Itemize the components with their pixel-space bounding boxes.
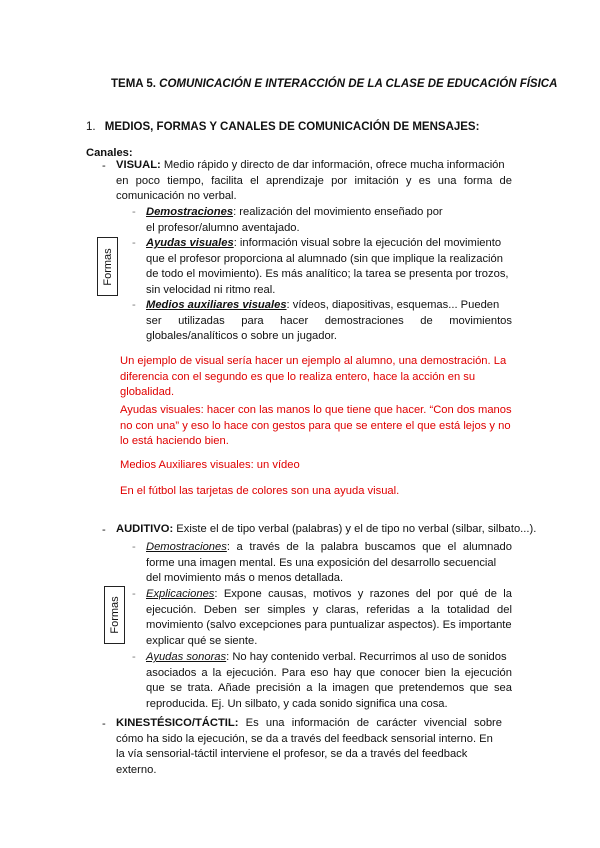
auditivo-item-demostraciones bbox=[146, 540, 512, 587]
note-line: Un ejemplo de visual sería hacer un ejemplo al alumno, una demostración. La bbox=[120, 355, 507, 367]
auditivo-item-text: reproducida. Ej. Un silbato, y cada sonido significa una cosa. bbox=[146, 697, 448, 710]
visual-dash: - bbox=[102, 160, 106, 172]
section-label: MEDIOS, FORMAS Y CANALES DE COMUNICACIÓN DE MENSAJES: bbox=[104, 121, 480, 133]
canales-label: Canales: bbox=[86, 147, 133, 159]
auditivo-item-text: que se trata. Añade precisión a la imagen que pretendemos que sea bbox=[146, 682, 512, 695]
visual-line: comunicación no verbal. bbox=[116, 190, 237, 203]
kinestesico-line: cómo ha sido la ejecución, se da a través del feedback sensorial interno. En bbox=[116, 732, 493, 745]
auditivo-item-text: : a través de la palabra buscamos que el alumnado bbox=[226, 541, 512, 553]
note-1 bbox=[120, 354, 520, 401]
visual-item-text: que el profesor proporciona al alumnado (sin que implique la realización bbox=[146, 252, 503, 265]
kinestesico-dash: - bbox=[102, 718, 106, 730]
auditivo-item-text: explicar qué se siente. bbox=[146, 634, 258, 647]
formas-label-box bbox=[97, 237, 118, 296]
auditivo-item-explicaciones bbox=[146, 587, 512, 649]
visual-item-demostraciones bbox=[146, 205, 512, 236]
formas-label-box bbox=[104, 586, 125, 644]
visual-item-text: : realización del movimiento enseñado por bbox=[233, 206, 443, 218]
visual-item-text: globales/analíticos o sobre un jugador. bbox=[146, 330, 337, 343]
auditivo-text: Existe el de tipo verbal (palabras) y el de tipo no verbal (silbar, silbato...). bbox=[173, 523, 537, 535]
visual-item-text: el profesor/alumno aventajado. bbox=[146, 221, 300, 234]
subitem-dash: - bbox=[132, 237, 136, 249]
title-prefix: TEMA 5. bbox=[111, 78, 160, 90]
auditivo-block bbox=[116, 522, 536, 538]
subitem-dash: - bbox=[132, 206, 136, 218]
note-3: Medios Auxiliares visuales: un vídeo bbox=[120, 459, 300, 471]
auditivo-item-text: ejecución. Deben ser simples y claras, referidas a la totalidad del bbox=[146, 603, 512, 616]
visual-item-text: sin velocidad ni ritmo real. bbox=[146, 283, 276, 296]
subitem-dash: - bbox=[132, 651, 136, 663]
visual-item-term: Demostraciones bbox=[146, 206, 234, 218]
kinestesico-heading: KINESTÉSICO/TÁCTIL: bbox=[116, 717, 239, 729]
subitem-dash: - bbox=[132, 541, 136, 553]
note-2 bbox=[120, 403, 520, 450]
title-italic: COMUNICACIÓN E INTERACCIÓN DE LA CLASE DE EDUCACIÓN FÍSICA bbox=[159, 78, 558, 90]
visual-heading: VISUAL: bbox=[116, 159, 161, 171]
visual-line: Medio rápido y directo de dar información, ofrece mucha información bbox=[160, 159, 505, 171]
note-line: no con una” y eso lo hace con gestos para que se entere el que está lejos y no bbox=[120, 419, 511, 432]
visual-line: en poco tiempo, facilita el aprendizaje por imitación y es una forma de bbox=[116, 174, 512, 187]
auditivo-item-text: forme una imagen mental. Es una exposición del desarrollo secuencial bbox=[146, 556, 497, 569]
auditivo-item-term: Demostraciones bbox=[146, 541, 227, 553]
note-line: Ayudas visuales: hacer con las manos lo que tiene que hacer. “Con dos manos bbox=[120, 404, 512, 416]
visual-item-text: de todo el movimiento). Es más analítico; la tarea se presenta por trozos, bbox=[146, 268, 509, 281]
section-heading bbox=[86, 121, 479, 133]
auditivo-item-text: : Expone causas, motivos y razones del por qué de la bbox=[214, 588, 512, 600]
auditivo-item-text: del movimiento más o menos detallada. bbox=[146, 572, 344, 585]
visual-item-term: Medios auxiliares visuales bbox=[146, 299, 287, 311]
document-title bbox=[111, 78, 557, 90]
visual-item-text: ser utilizadas para hacer demostraciones de movimientos bbox=[146, 314, 512, 327]
auditivo-item-term: Explicaciones bbox=[146, 588, 215, 600]
note-line: lo está haciendo bien. bbox=[120, 435, 229, 448]
auditivo-item-text: movimiento (salvo excepciones para puntualizar aspectos). Es importante bbox=[146, 619, 512, 632]
auditivo-heading: AUDITIVO: bbox=[116, 523, 174, 535]
auditivo-item-ayudas-sonoras bbox=[146, 650, 512, 712]
auditivo-item-term: Ayudas sonoras bbox=[146, 651, 227, 663]
section-number: 1. bbox=[86, 121, 96, 133]
formas-label: Formas bbox=[108, 596, 121, 634]
note-line: globalidad. bbox=[120, 386, 175, 399]
note-line: diferencia con el segundo es que lo realiza entero, hace la acción en su bbox=[120, 370, 476, 383]
kinestesico-line: externo. bbox=[116, 763, 157, 776]
kinestesico-line: Es una información de carácter vivencial sobre bbox=[238, 717, 502, 729]
auditivo-item-text: asociados a la ejecución. Para eso hay que conocer bien la ejecución bbox=[146, 666, 512, 679]
auditivo-item-text: : No hay contenido verbal. Recurrimos al uso de sonidos bbox=[226, 651, 507, 663]
kinestesico-line: la vía sensorial-táctil interviene el profesor, se da a través del feedback bbox=[116, 748, 468, 761]
note-4: En el fútbol las tarjetas de colores son una ayuda visual. bbox=[120, 485, 400, 497]
auditivo-dash: - bbox=[102, 524, 106, 536]
visual-item-ayudas bbox=[146, 236, 512, 298]
formas-label: Formas bbox=[101, 247, 114, 286]
subitem-dash: - bbox=[132, 588, 136, 600]
visual-item-text: : información visual sobre la ejecución del movimiento bbox=[233, 237, 502, 249]
visual-block bbox=[116, 158, 512, 205]
visual-item-text: : vídeos, diapositivas, esquemas... Pueden bbox=[286, 299, 500, 311]
visual-item-term: Ayudas visuales bbox=[146, 237, 234, 249]
kinestesico-block bbox=[116, 716, 502, 778]
subitem-dash: - bbox=[132, 299, 136, 311]
visual-item-medios bbox=[146, 298, 512, 345]
